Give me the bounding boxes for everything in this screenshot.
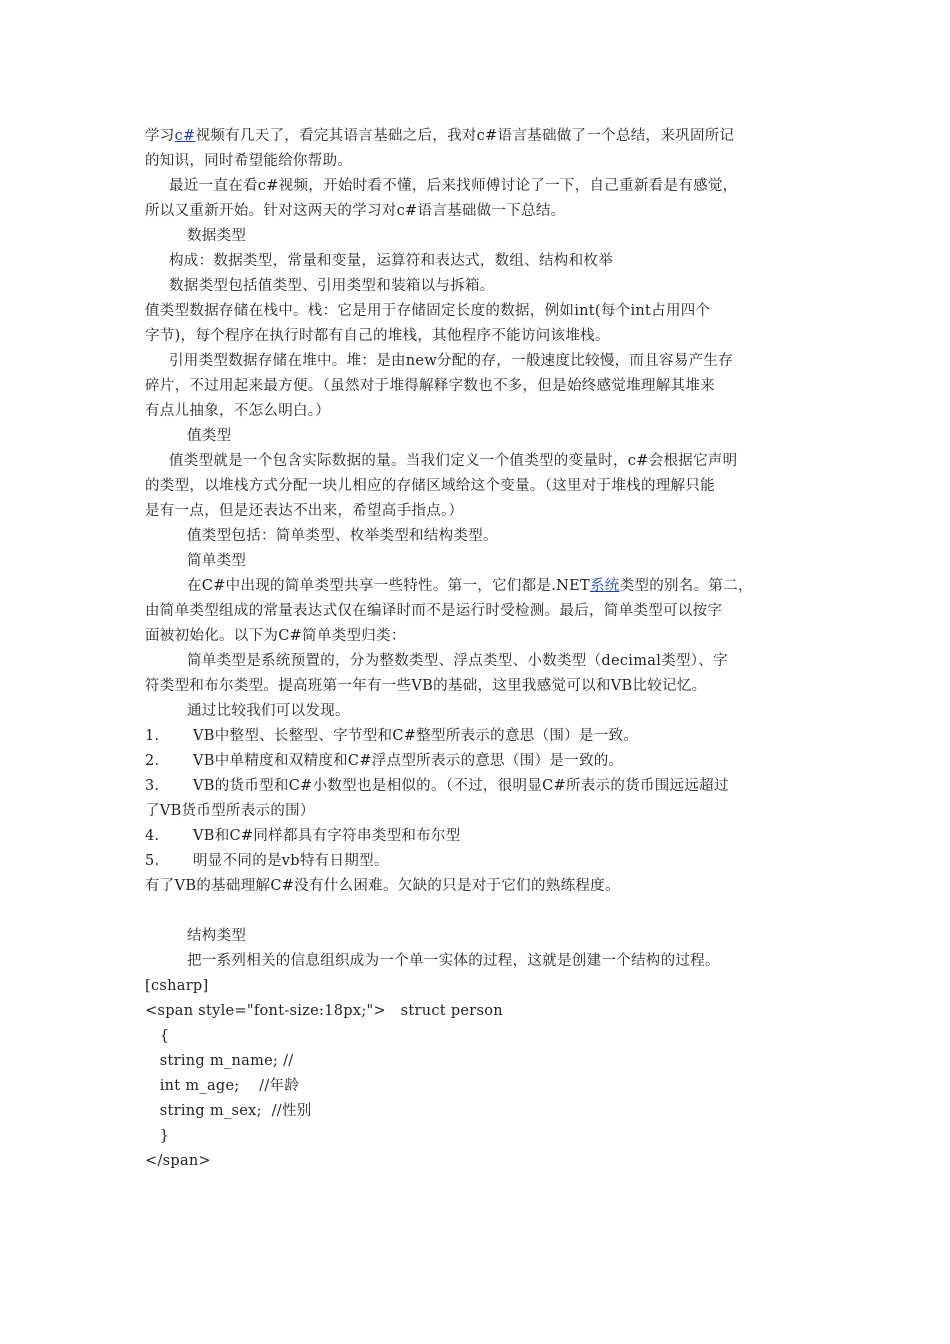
paragraph-recent-line-1: 最近一直在看c#视频，开始时看不懂，后来找师傅讨论了一下，自己重新看是有感觉， xyxy=(169,178,738,194)
code-line: string m_name; // xyxy=(145,1053,294,1069)
paragraph-intro-line-2: 的知识，同时希望能给你帮助。 xyxy=(145,153,353,169)
csharp-link[interactable]: c# xyxy=(174,128,196,144)
paragraph-intro-line-1 xyxy=(145,124,810,149)
list-item xyxy=(145,749,810,774)
code-line: string m_sex; //性别 xyxy=(145,1103,312,1119)
value-includes-line: 值类型包括：简单类型、枚举类型和结构类型。 xyxy=(187,528,498,544)
list-item xyxy=(145,774,810,799)
simple-text-pre: 在C#中出现的简单类型共享一些特性。第一，它们都是.NET xyxy=(187,578,590,594)
list-item-continuation xyxy=(145,799,810,824)
code-line: [csharp] xyxy=(145,978,209,994)
predefined-line-1: 简单类型是系统预置的，分为整数类型、浮点类型、小数类型（decimal类型）、字 xyxy=(187,653,728,669)
heading-simple-type: 简单类型 xyxy=(187,553,247,569)
code-line: } xyxy=(145,1128,170,1144)
list-number: 2. xyxy=(145,753,160,769)
stack-line-2: 字节)，每个程序在执行时都有自己的堆栈，其他程序不能访问该堆栈。 xyxy=(145,328,610,344)
composition-line: 构成：数据类型，常量和变量，运算符和表达式，数组、结构和枚举 xyxy=(169,253,613,269)
value-type-line-1: 值类型就是一个包含实际数据的量。当我们定义一个值类型的变量时，c#会根据它声明 xyxy=(169,453,738,469)
heading-data-types: 数据类型 xyxy=(187,228,247,244)
list-text: VB中整型、长整型、字节型和C#整型所表示的意思（围）是一致。 xyxy=(193,728,639,744)
stack-line-1: 值类型数据存储在栈中。栈：它是用于存储固定长度的数据，例如int(每个int占用四个 xyxy=(145,303,711,319)
paragraph-recent-line-2: 所以又重新开始。针对这两天的学习对c#语言基础做一下总结。 xyxy=(145,203,566,219)
list-text: 明显不同的是vb特有日期型。 xyxy=(193,853,389,869)
blank-line xyxy=(145,899,810,924)
code-line: { xyxy=(145,1028,170,1044)
predefined-line-2: 符类型和布尔类型。提高班第一年有一些VB的基础，这里我感觉可以和VB比较记忆。 xyxy=(145,678,707,694)
code-line: <span style="font-size:18px;"> struct person xyxy=(145,1003,503,1019)
simple-line-3: 面被初始化。以下为C#简单类型归类： xyxy=(145,628,406,644)
heading-struct-type: 结构类型 xyxy=(187,928,247,944)
heap-line-2: 碎片，不过用起来最方便。（虽然对于堆得解释字数也不多，但是始终感觉堆理解其堆来 xyxy=(145,378,715,394)
list-number: 5. xyxy=(145,853,160,869)
intro-text-pre: 学习 xyxy=(145,128,175,144)
list-number: 4. xyxy=(145,828,160,844)
document-page xyxy=(145,124,810,1174)
simple-line-2: 由简单类型组成的常量表达式仅在编译时而不是运行时受检测。最后，简单类型可以按字 xyxy=(145,603,723,619)
system-link[interactable]: 系统 xyxy=(590,578,620,594)
list-item xyxy=(145,824,810,849)
heap-line-1: 引用类型数据存储在堆中。堆：是由new分配的存，一般速度比较慢，而且容易产生存 xyxy=(169,353,734,369)
list-number: 1. xyxy=(145,728,160,744)
list-text: VB的货币型和C#小数型也是相似的。（不过，很明显C#所表示的货币围远远超过 xyxy=(193,778,729,794)
list-item xyxy=(145,849,810,874)
list-item xyxy=(145,724,810,749)
code-line: </span> xyxy=(145,1153,211,1169)
list-number: 3. xyxy=(145,778,160,794)
code-block xyxy=(145,974,810,1174)
list-text: VB和C#同样都具有字符串类型和布尔型 xyxy=(193,828,461,844)
value-type-line-2: 的类型，以堆栈方式分配一块儿相应的存储区域给这个变量。（这里对于堆栈的理解只能 xyxy=(145,478,715,494)
code-line: int m_age; //年龄 xyxy=(145,1078,300,1094)
simple-line-1 xyxy=(145,574,810,599)
list-text: VB中单精度和双精度和C#浮点型所表示的意思（围）是一致的。 xyxy=(193,753,624,769)
includes-line: 数据类型包括值类型、引用类型和装箱以与拆箱。 xyxy=(169,278,495,294)
compare-line: 通过比较我们可以发现。 xyxy=(187,703,350,719)
heading-value-type: 值类型 xyxy=(187,428,232,444)
vb-basis-line: 有了VB的基础理解C#没有什么困难。欠缺的只是对于它们的熟练程度。 xyxy=(145,878,620,894)
heap-line-3: 有点儿抽象，不怎么明白。） xyxy=(145,403,331,419)
list-text: 了VB货币型所表示的围） xyxy=(145,803,315,819)
simple-text-post: 类型的别名。第二， xyxy=(619,578,753,594)
struct-desc-line: 把一系列相关的信息组织成为一个单一实体的过程，这就是创建一个结构的过程。 xyxy=(187,953,720,969)
intro-text-post: 视频有几天了，看完其语言基础之后，我对c#语言基础做了一个总结，来巩固所记 xyxy=(195,128,735,144)
value-type-line-3: 是有一点，但是还表达不出来，希望高手指点。） xyxy=(145,503,464,519)
